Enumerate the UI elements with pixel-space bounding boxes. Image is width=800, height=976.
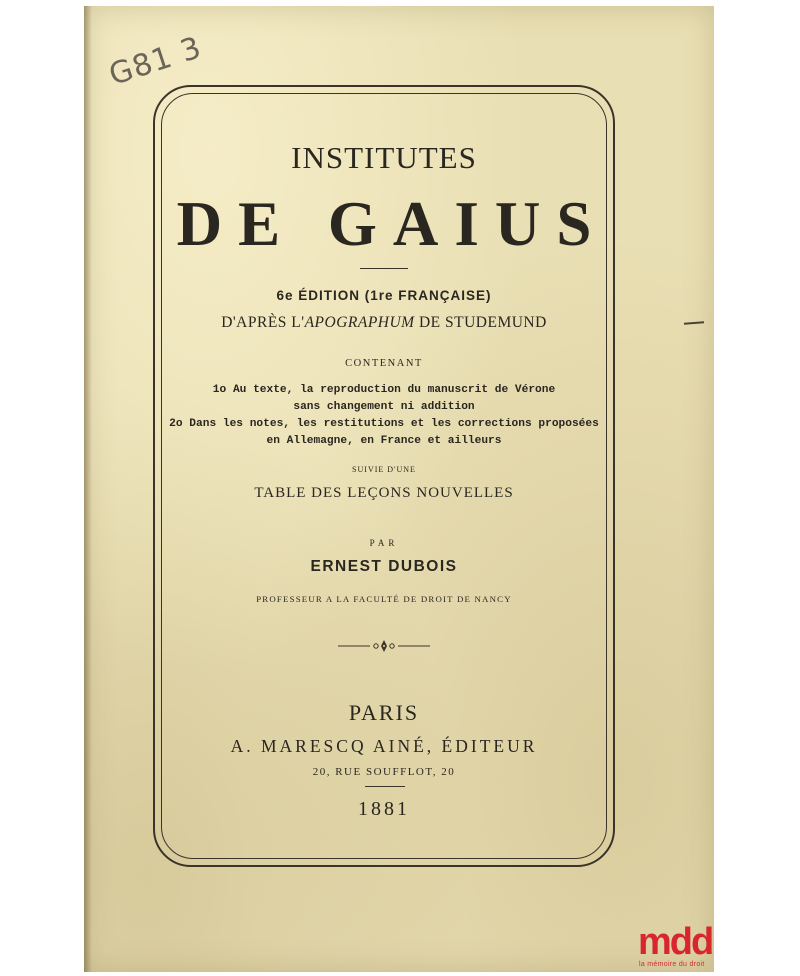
mdd-logo (638, 923, 718, 971)
author-title: PROFESSEUR A LA FACULTÉ DE DROIT DE NANCY (256, 594, 512, 604)
edition-line: 6e ÉDITION (1re FRANÇAISE) (276, 288, 492, 303)
apograph-italic: APOGRAPHUM (304, 314, 415, 331)
ornament-divider (334, 637, 434, 655)
logo-subtitle: la mémoire du droit (639, 961, 705, 968)
title-line-2: DE GAIUS (176, 189, 608, 259)
logo-text: mdd (638, 921, 713, 963)
author-name: ERNEST DUBOIS (310, 558, 458, 575)
followed-by-label: SUIVIE D'UNE (352, 465, 416, 474)
apograph-prefix: D'APRÈS L' (221, 314, 305, 331)
title-rule (360, 268, 408, 269)
imprint-publisher: A. MARESCQ AINÉ, ÉDITEUR (230, 736, 538, 756)
imprint-year: 1881 (358, 798, 410, 820)
handwritten-shelf-mark: G81 3 (104, 30, 207, 93)
by-label: PAR (369, 538, 399, 548)
contents-line: 2o Dans les notes, les restitutions et les corrections proposées (169, 418, 599, 430)
contents-line: en Allemagne, en France et ailleurs (266, 435, 502, 447)
apograph-line (153, 314, 615, 332)
contents-heading: CONTENANT (345, 358, 423, 369)
title-line-1: INSTITUTES (291, 140, 477, 175)
table-title: TABLE DES LEÇONS NOUVELLES (254, 485, 514, 501)
cover-edge-shadow (84, 6, 92, 972)
imprint-address: 20, RUE SOUFFLOT, 20 (312, 766, 456, 778)
contents-line: sans changement ni addition (293, 401, 475, 413)
apograph-suffix: DE STUDEMUND (414, 314, 547, 331)
imprint-city: PARIS (348, 700, 420, 725)
contents-line: 1o Au texte, la reproduction du manuscrit de Vérone (212, 384, 556, 396)
imprint-rule (365, 786, 405, 787)
